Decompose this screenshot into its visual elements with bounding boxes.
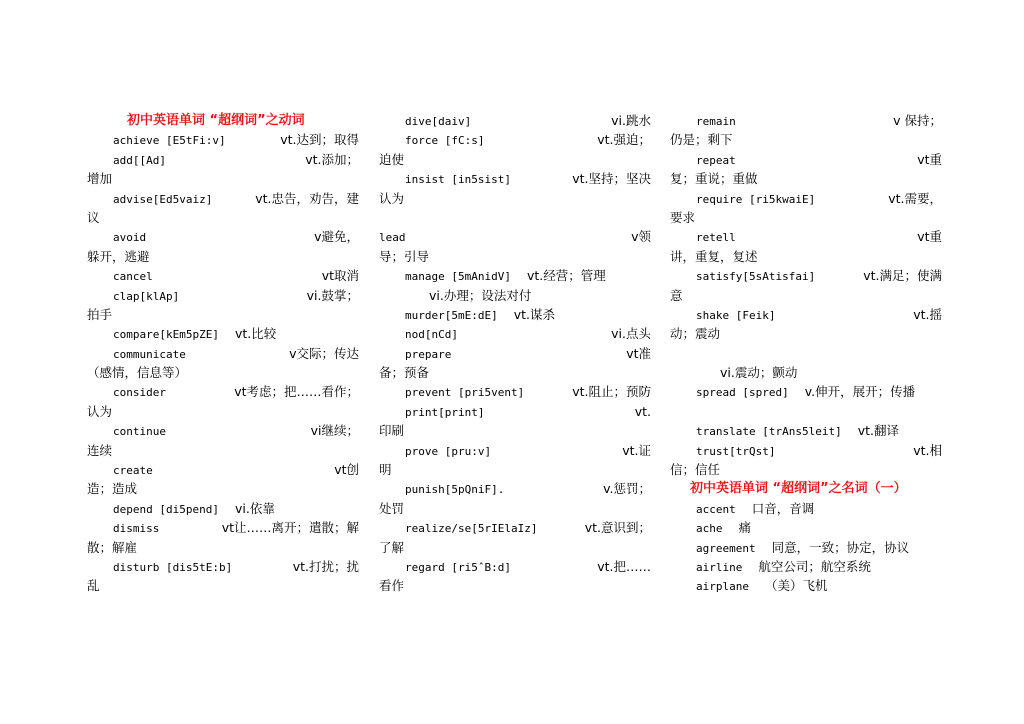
vocab-word: realize/se[5rIElaIz] — [405, 522, 538, 536]
vocab-word: require [ri5kwaiE] — [696, 192, 816, 206]
vocab-word: spread [spred] — [696, 386, 789, 400]
vocab-word: force [fC:s] — [405, 134, 485, 148]
vocab-meaning: 口音，音调 — [751, 500, 815, 516]
vocab-entry — [379, 169, 651, 188]
meaning-continuation: 仍是；剩下 — [670, 132, 733, 148]
vocab-entry — [670, 538, 942, 557]
vocab-meaning: vt准 — [626, 345, 651, 361]
vocab-meaning: vi继续； — [310, 423, 359, 439]
meaning-continuation: 意 — [670, 287, 683, 303]
vocab-entry — [670, 518, 942, 537]
vocab-meaning: vt.达到；取得 — [280, 132, 359, 148]
vocab-entry — [670, 227, 942, 246]
vocab-word: airplane — [696, 580, 749, 594]
vocab-word: repeat — [696, 153, 736, 167]
vocab-meaning: vt.强迫； — [597, 132, 651, 148]
vocab-meaning: vi.依靠 — [234, 500, 275, 516]
vocab-meaning: vt. — [634, 403, 651, 419]
vocab-entry — [379, 305, 651, 324]
vocab-word: achieve [E5tFi:v] — [113, 134, 226, 148]
vocab-meaning: vt.添加； — [305, 151, 359, 167]
vocab-entry — [670, 189, 942, 208]
vocab-word: remain — [696, 115, 736, 128]
vocab-entry — [379, 266, 651, 285]
vocab-meaning: vt.需要， — [888, 190, 942, 206]
vocab-word: accent — [696, 502, 736, 516]
vocab-word: prove [pru:v] — [405, 444, 492, 458]
vocab-entry — [379, 111, 651, 130]
section-title: 初中英语单词 “超纲词”之名词（一） — [690, 481, 907, 497]
vocab-meaning: vt.翻译 — [857, 423, 899, 439]
section-title: 初中英语单词 “超纲词”之动词 — [127, 113, 305, 128]
vocab-entry — [379, 130, 651, 149]
vocab-word: print[print] — [405, 405, 485, 419]
vocab-meaning: vi.点头 — [611, 326, 651, 342]
vocab-word: communicate — [113, 347, 186, 361]
vocab-meaning: vt.坚持；坚决 — [572, 171, 651, 187]
vocab-entry — [87, 286, 359, 305]
vocab-word: manage [5mAnidV] — [405, 270, 511, 284]
vocab-word: disturb [dis5tE:b] — [113, 560, 233, 574]
column-2 — [379, 111, 651, 596]
vocab-meaning: v.惩罚； — [603, 481, 651, 497]
meaning-continuation: 要求 — [670, 209, 696, 225]
vocab-word: compare[kEm5pZE] — [113, 328, 219, 342]
vocab-entry — [87, 460, 359, 479]
vocab-entry — [670, 111, 942, 130]
vocab-word: continue — [113, 425, 166, 439]
vocab-meaning: v 保持； — [893, 113, 942, 128]
vocab-meaning: 痛 — [738, 520, 752, 536]
meaning-continuation: 增加 — [87, 171, 113, 187]
vocab-entry — [87, 150, 359, 169]
meaning-continuation: （感情，信息等） — [87, 365, 188, 381]
vocab-entry — [379, 227, 651, 246]
meaning-continuation: 认为 — [379, 190, 405, 206]
meaning-extra: vi.办理；设法对付 — [429, 287, 532, 303]
vocab-word: trust[trQst] — [696, 444, 776, 458]
vocab-word: consider — [113, 386, 166, 400]
vocab-entry — [670, 266, 942, 285]
meaning-continuation: 迫使 — [379, 151, 405, 167]
vocab-word: ache — [696, 522, 723, 536]
meaning-continuation: 了解 — [379, 539, 405, 555]
vocab-word: clap[klAp] — [113, 289, 180, 303]
vocab-entry — [379, 382, 651, 401]
vocab-word: retell — [696, 231, 736, 245]
vocab-meaning: vt.相 — [913, 442, 942, 458]
vocab-entry — [670, 305, 942, 324]
vocab-meaning: vt让……离开；遣散；解 — [221, 520, 359, 536]
blank-line — [670, 402, 942, 421]
vocab-entry — [670, 576, 942, 595]
vocab-entry — [87, 557, 359, 576]
vocab-entry — [87, 421, 359, 440]
vocab-word: shake [Feik] — [696, 308, 776, 322]
vocab-word: depend [di5pend] — [113, 502, 219, 516]
meaning-continuation: 躲开，逃避 — [87, 248, 150, 264]
meaning-continuation: 复；重说；重做 — [670, 171, 758, 187]
vocab-entry — [87, 499, 359, 518]
vocab-entry — [670, 382, 942, 401]
meaning-continuation: 乱 — [87, 578, 100, 594]
vocab-word: dismiss — [113, 522, 160, 536]
meaning-continuation: 连续 — [87, 442, 113, 458]
meaning-continuation: 拍手 — [87, 306, 113, 322]
vocab-entry — [87, 227, 359, 246]
vocab-word: advise[Ed5vaiz] — [113, 192, 213, 206]
column-3 — [670, 111, 942, 596]
meaning-continuation: 看作 — [379, 578, 405, 594]
vocab-meaning: vt重 — [917, 229, 942, 245]
vocab-meaning: 航空公司；航空系统 — [758, 558, 871, 574]
vocab-meaning: vt.打扰；扰 — [292, 558, 359, 574]
vocab-meaning: vt.阻止；预防 — [572, 384, 651, 400]
meaning-continuation: 动；震动 — [670, 326, 721, 342]
vocab-entry — [87, 266, 359, 285]
meaning-continuation: 信；信任 — [670, 462, 721, 478]
vocab-meaning: vt.摇 — [913, 306, 942, 322]
vocab-meaning: vt.谋杀 — [513, 306, 555, 322]
vocab-word: punish[5pQniF]. — [405, 483, 505, 497]
vocab-entry — [670, 441, 942, 460]
meaning-continuation: 备；预备 — [379, 365, 430, 381]
vocab-meaning: vt.比较 — [234, 326, 277, 342]
vocab-entry — [670, 557, 942, 576]
vocab-meaning: v避免， — [314, 229, 359, 245]
vocab-word: translate [trAns5leit] — [696, 425, 842, 439]
vocab-entry — [379, 479, 651, 498]
vocab-meaning: vt.证 — [622, 442, 651, 458]
vocab-word: dive[daiv] — [405, 115, 472, 128]
vocab-meaning: 同意，一致；协定，协议 — [771, 539, 910, 555]
vocab-word: lead — [379, 231, 406, 245]
vocab-word: avoid — [113, 231, 147, 245]
meaning-continuation: 议 — [87, 209, 100, 225]
vocab-word: nod[nCd] — [405, 328, 458, 342]
meaning-extra: vi.震动；颤动 — [720, 365, 798, 381]
vocab-entry — [379, 324, 651, 343]
vocab-entry — [379, 441, 651, 460]
meaning-continuation: 讲，重复，复述 — [670, 248, 758, 264]
meaning-continuation: 导；引导 — [379, 248, 430, 264]
vocab-meaning: vt.忠告，劝告，建 — [255, 190, 359, 206]
vocab-meaning: vt.经营；管理 — [526, 268, 606, 284]
meaning-continuation: 造；造成 — [87, 481, 138, 497]
column-1 — [87, 111, 359, 596]
vocab-entry — [87, 518, 359, 537]
vocab-entry — [87, 382, 359, 401]
vocab-meaning: vt创 — [334, 462, 359, 478]
vocab-meaning: vi.鼓掌； — [306, 287, 359, 303]
vocab-word: insist [in5sist] — [405, 173, 511, 187]
vocab-meaning: vt取消 — [321, 268, 359, 284]
vocab-meaning: vt考虑；把……看作； — [234, 384, 359, 400]
blank-line — [670, 344, 942, 363]
vocab-entry — [670, 499, 942, 518]
vocab-word: regard [ri5ˆB:d] — [405, 560, 511, 574]
meaning-continuation: 处罚 — [379, 500, 405, 516]
blank-line — [379, 208, 651, 227]
vocab-meaning: （美）飞机 — [764, 578, 828, 594]
vocab-entry — [87, 344, 359, 363]
vocab-entry — [670, 421, 942, 440]
vocab-meaning: vt.把…… — [597, 558, 651, 574]
vocab-entry — [670, 150, 942, 169]
vocab-word: agreement — [696, 541, 756, 555]
meaning-continuation: 散；解雇 — [87, 539, 138, 555]
vocab-word: murder[5mE:dE] — [405, 308, 498, 322]
vocab-entry — [379, 557, 651, 576]
vocab-word: add[[Ad] — [113, 153, 166, 167]
vocab-word: airline — [696, 560, 743, 574]
vocab-meaning: v.伸开，展开；传播 — [804, 384, 916, 400]
vocab-word: prevent [pri5vent] — [405, 386, 525, 400]
vocab-meaning: vi.跳水 — [611, 113, 651, 128]
vocab-meaning: vt.满足；使满 — [863, 268, 942, 284]
vocab-entry — [87, 189, 359, 208]
vocab-entry — [379, 518, 651, 537]
vocab-meaning: v领 — [631, 229, 651, 245]
vocab-word: cancel — [113, 270, 153, 284]
meaning-continuation: 印刷 — [379, 423, 405, 439]
vocab-meaning: v交际；传达 — [289, 345, 359, 361]
vocab-meaning: vt重 — [917, 151, 942, 167]
vocab-entry — [87, 130, 359, 149]
vocab-entry — [379, 344, 651, 363]
vocab-entry — [87, 324, 359, 343]
meaning-continuation: 明 — [379, 462, 392, 478]
vocab-entry — [379, 402, 651, 421]
vocab-word: prepare — [405, 347, 452, 361]
meaning-continuation: 认为 — [87, 403, 113, 419]
vocab-meaning: vt.意识到； — [584, 520, 651, 536]
vocab-word: satisfy[5sAtisfai] — [696, 270, 816, 284]
vocab-word: create — [113, 464, 153, 478]
